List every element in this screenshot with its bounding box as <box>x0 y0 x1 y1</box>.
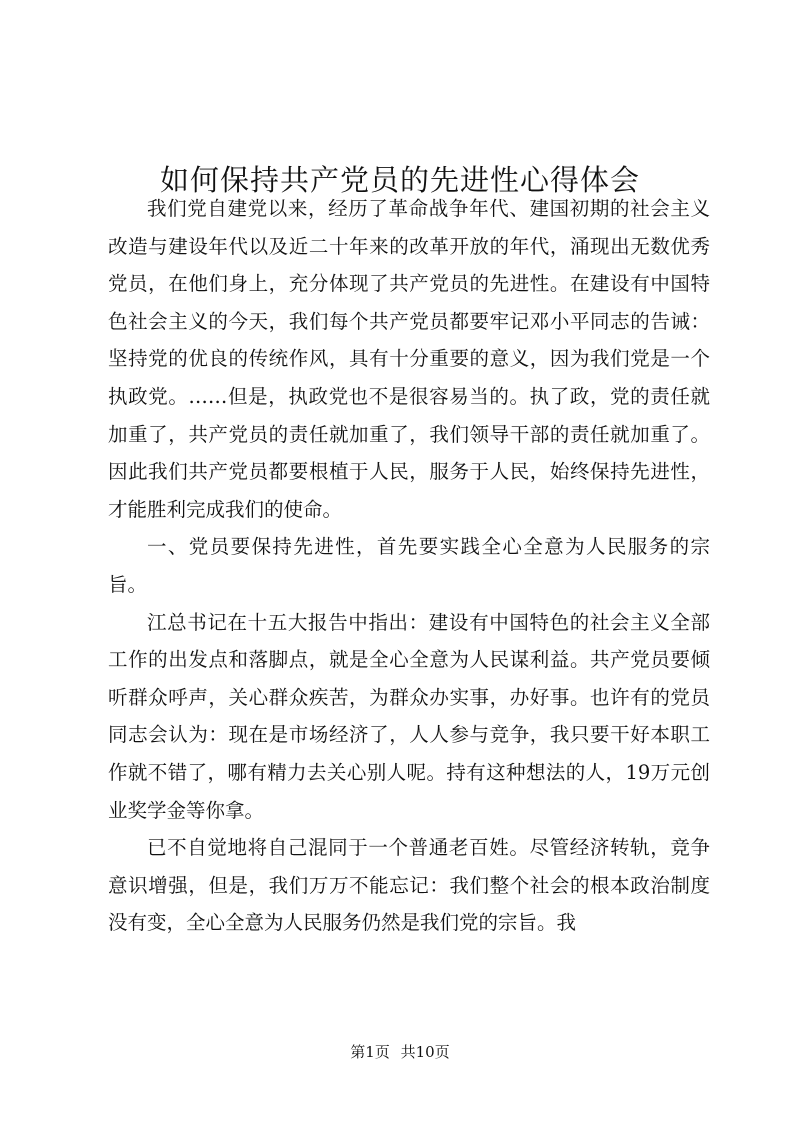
page-number: 第1页 <box>350 1043 390 1061</box>
page-footer <box>0 1042 800 1062</box>
document-title: 如何保持共产党员的先进性心得体会 <box>159 163 640 198</box>
document-body <box>108 190 710 942</box>
paragraph-intro: 我们党自建党以来，经历了革命战争年代、建国初期的社会主义改造与建设年代以及近二十年来的改革开放的年代，涌现出无数优秀党员，在他们身上，充分体现了共产党员的先进性。在建设有中国特色社会主义的今天，我们每个共产党员都要牢记邓小平同志的告诫：坚持党的优良的传统作风，具有十分重要的意义，因为我们党是一个执政党。……但是，执政党也不是很容易当的。执了政，党的责任就加重了，共产党员的责任就加重了，我们领导干部的责任就加重了。因此我们共产党员都要根植于人民，服务于人民，始终保持先进性，才能胜利完成我们的使命。 <box>108 197 710 521</box>
paragraph-jiang-quote: 江总书记在十五大报告中指出：建设有中国特色的社会主义全部工作的出发点和落脚点，就是全心全意为人民谋利益。共产党员要倾听群众呼声，关心群众疾苦，为群众办实事，办好事。也许有的党员同志会认为：现在是市场经济了，人人参与竞争，我只要干好本职工作就不错了，哪有精力去关心别人呢。持有这种想法的人，19万元创业奖学金等你拿。 <box>108 610 710 822</box>
paragraph-section-heading: 一、党员要保持先进性，首先要实践全心全意为人民服务的宗旨。 <box>108 535 710 596</box>
page-total: 共10页 <box>400 1043 450 1061</box>
paragraph-continuation: 已不自觉地将自己混同于一个普通老百姓。尽管经济转轨，竞争意识增强，但是，我们万万不能忘记：我们整个社会的根本政治制度没有变，全心全意为人民服务仍然是我们党的宗旨。我 <box>108 836 710 935</box>
